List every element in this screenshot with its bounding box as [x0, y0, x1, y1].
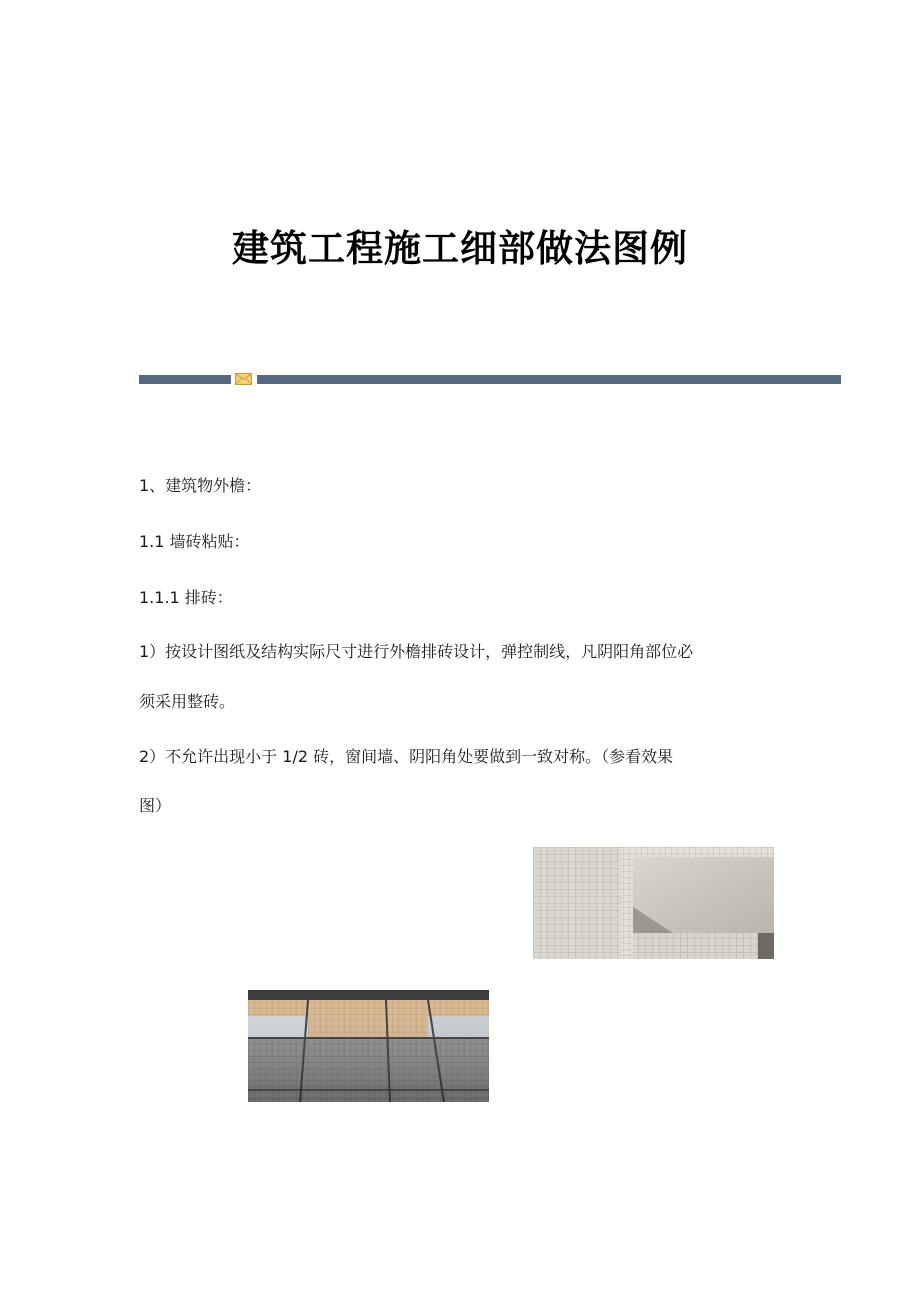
- divider-bar-right: [257, 375, 841, 384]
- tile-facade-photo: [248, 990, 489, 1102]
- section-divider: [139, 375, 841, 384]
- photo-wall-tile-facade-icon: [248, 990, 489, 1102]
- paragraph-2-line-2: 图）: [139, 796, 172, 815]
- envelope-icon: [235, 373, 252, 385]
- tile-corner-photo: [533, 847, 774, 959]
- paragraph-1-line-2: 须采用整砖。: [139, 692, 236, 711]
- heading-exterior: 1、建筑物外檐：: [139, 476, 262, 495]
- paragraph-1-line-1: 1）按设计图纸及结构实际尺寸进行外檐排砖设计，弹控制线，凡阴阳角部位必: [139, 642, 694, 661]
- heading-tile-layout: 1.1.1 排砖：: [139, 588, 233, 607]
- divider-bar-left: [139, 375, 231, 384]
- paragraph-2-line-1: 2）不允许出现小于 1/2 砖，窗间墙、阴阳角处要做到一致对称。（参看效果: [139, 747, 674, 766]
- photo-wall-tile-corner-icon: [533, 847, 774, 959]
- heading-wall-tile: 1.1 墙砖粘贴：: [139, 532, 250, 551]
- page-title: 建筑工程施工细部做法图例: [232, 226, 688, 270]
